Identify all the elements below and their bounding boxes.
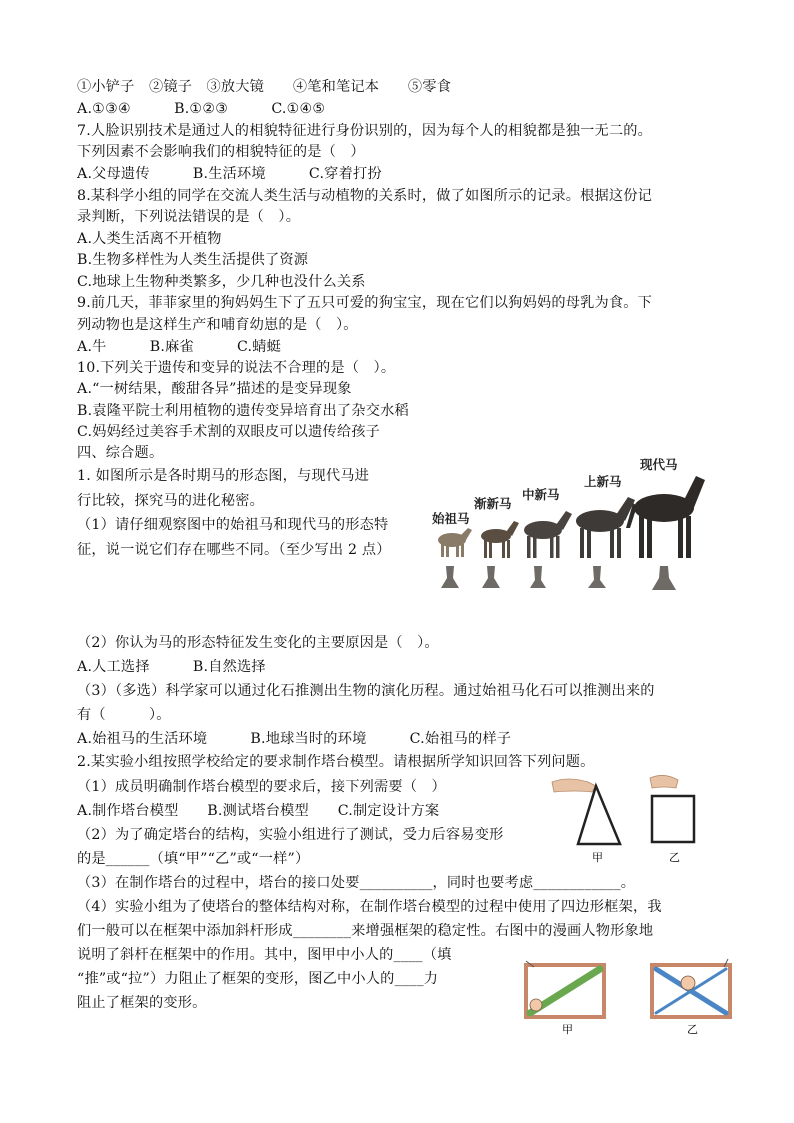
mesohippus-horse [481, 521, 519, 558]
question-8-cont: 录判断，下列说法错误的是（ ）。 [77, 209, 301, 225]
hand-icon [650, 775, 678, 788]
choice-8a: A.人类生活离不开植物 [77, 231, 222, 247]
frame-pull-cartoon [652, 959, 730, 1017]
comp-q1: 1. 如图所示是各时期马的形态图，与现代马进 [77, 468, 370, 484]
comp-q1-part1: （1）请仔细观察图中的始祖马和现代马的形态特 [77, 517, 389, 533]
hand-icon [552, 779, 596, 792]
comp-q1-part1-cont: 征，说一说它们存在哪些不同。（至少写出 2 点） [77, 542, 391, 558]
horse-name-4: 上新马 [584, 474, 622, 489]
choice-10a: A.“一树结果，酸甜各异”描述的是变异现象 [77, 381, 352, 397]
comp-q1-cont: 行比较，探究马的进化秘密。 [77, 493, 265, 509]
triangle-frame [578, 786, 620, 844]
frame-label-b: 乙 [669, 851, 680, 864]
comp-q2-part1: （1）成员明确制作塔台模型的要求后，接下列需要（ ） [77, 779, 446, 795]
section-heading: 四、综合题。 [77, 445, 164, 461]
choice-10c: C.妈妈经过美容手术割的双眼皮可以遗传给孩子 [77, 424, 381, 440]
comp-q1-part3-cont: 有（ ）。 [77, 707, 171, 723]
choices-part2: A.人工选择 B.自然选择 [77, 659, 266, 675]
horse-name-1: 始祖马 [432, 511, 470, 526]
frame-label-a: 甲 [592, 851, 603, 864]
comp-q2-part4-cont4: 阻止了框架的变形。 [77, 995, 207, 1011]
comp-q2-part4-cont: 们一般可以在框架中添加斜杆形成________来增强框架的稳定性。右图中的漫画人物形象地 [77, 923, 654, 939]
question-10: 10.下列关于遗传和变异的说法不合理的是（ ）。 [77, 360, 396, 376]
frame-push-cartoon [526, 961, 604, 1017]
question-7-cont: 下列因素不会影响我们的相貌特征的是（ ） [77, 144, 365, 160]
square-frame [652, 796, 694, 842]
choices-q9: A.牛 B.麻雀 C.蜻蜓 [77, 339, 282, 355]
choices-part3: A.始祖马的生活环境 B.地球当时的环境 C.始祖马的样子 [77, 731, 512, 747]
modern-horse [626, 476, 705, 558]
comp-q2-part4-cont3: “推”或“拉”）力阻止了框架的变形，图乙中小人的____力 [77, 971, 439, 987]
comp-q1-part2: （2）你认为马的形态特征发生变化的主要原因是（ ）。 [77, 635, 439, 651]
horse-name-5: 现代马 [640, 457, 678, 472]
cartoon-label-b: 乙 [687, 1023, 698, 1036]
cartoon-frames-figure [520, 955, 736, 1037]
question-7: 7.人脸识别技术是通过人的相貌特征进行身份识别的，因为每个人的相貌都是独一无二的。 [77, 123, 653, 139]
comp-q2: 2.某实验小组按照学校给定的要求制作塔台模型。请根据所学知识回答下列问题。 [77, 754, 595, 770]
choices-q7: A.父母遗传 B.生活环境 C.穿着打扮 [77, 166, 382, 182]
choice-8b: B.生物多样性为人类生活提供了资源 [77, 252, 309, 268]
choices-q6: A.①③④ B.①②③ C.①④⑤ [77, 101, 326, 117]
comp-q2-part4: （4）实验小组为了使塔台的整体结构对称，在制作塔台模型的过程中使用了四边形框架，我 [77, 899, 662, 915]
question-9-cont: 列动物也是这样生产和哺育幼崽的是（ ）。 [77, 317, 358, 333]
choice-8c: C.地球上生物种类繁多，少几种也没什么关系 [77, 274, 366, 290]
options-tools: ①小铲子 ②镜子 ③放大镜 ④笔和笔记本 ⑤零食 [77, 79, 452, 95]
question-9: 9.前几天，菲菲家里的狗妈妈生下了五只可爱的狗宝宝，现在它们以狗妈妈的母乳为食。下 [77, 295, 653, 311]
horse-evolution-figure [430, 448, 720, 596]
horse-name-2: 渐新马 [474, 496, 512, 511]
eohippus-horse [438, 528, 472, 557]
comp-q2-part2-cont: 的是______（填“甲”“乙”或“一样”） [77, 851, 310, 867]
choices-q2-part1: A.制作塔台模型 B.测试塔台模型 C.制定设计方案 [77, 803, 440, 819]
question-8: 8.某科学小组的同学在交流人类生活与动植物的关系时，做了如图所示的记录。根据这份记 [77, 188, 653, 204]
comp-q2-part4-cont2: 说明了斜杆在框架中的作用。其中，图甲中小人的____（填 [77, 947, 452, 963]
choice-10b: B.袁隆平院士利用植物的遗传变异培育出了杂交水稻 [77, 403, 409, 419]
horse-name-3: 中新马 [522, 487, 560, 502]
comp-q2-part3: （3）在制作塔台的过程中，塔台的接口处要__________，同时也要考虑____________。 [77, 875, 636, 891]
horse-feet-row [441, 566, 676, 590]
frame-test-figure [548, 772, 718, 864]
comp-q2-part2: （2）为了确定塔台的结构，实验小组进行了测试，受力后容易变形 [77, 827, 504, 843]
comp-q1-part3: （3）（多选）科学家可以通过化石推测出生物的演化历程。通过始祖马化石可以推测出来的 [77, 683, 655, 699]
merychippus-horse [524, 511, 572, 558]
cartoon-label-a: 甲 [562, 1023, 573, 1036]
